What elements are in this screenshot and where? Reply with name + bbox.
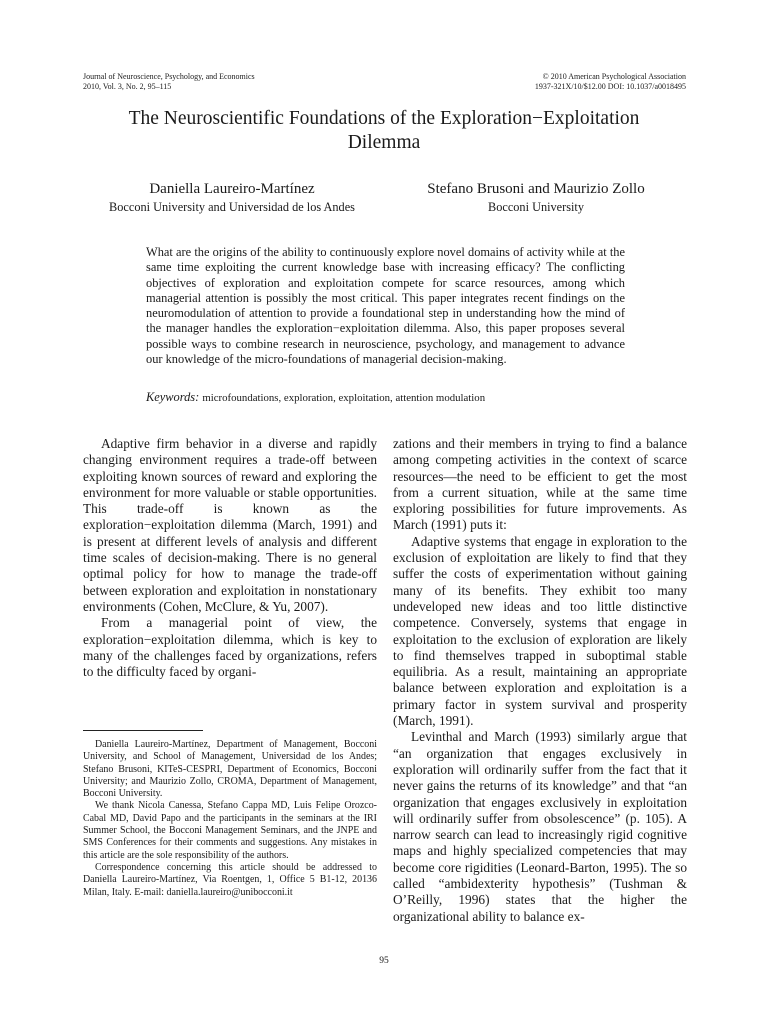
paragraph: Levinthal and March (1993) similarly argue that “an organization that engages exclusively in exploration will ordinarily suffer from the fact that it never gains the returns of its knowledge” and that “an organization that engages exclusively in exploitation will ordinarily suffer from obsolescence” (p. 105). A narrow search can lead to increasingly rigid cognitive maps and highly specialized competencies that may become core rigidities (Leonard-Barton, 1995). The so called “ambidexterity hypothesis” (Tushman & O’Reilly, 1996) states that the higher the organizational ability to balance ex- [393,729,687,924]
block-quote: Adaptive systems that engage in exploration to the exclusion of exploitation are likely to find that they suffer the costs of experimentation without gaining many of its benefits. They exhibit too many undeveloped new ideas and too little distinctive competence. Conversely, systems that engage in exploitation to the exclusion of exploration are likely to find themselves trapped in suboptimal stable equilibria. As a result, maintaining an appropriate balance between exploration and exploitation is a primary factor in system survival and prosperity (March, 1991). [393,533,687,729]
author-2-affiliation: Bocconi University [488,200,584,214]
paragraph: From a managerial point of view, the exploration−exploitation dilemma, which is key to many of the challenges faced by organizations, refers to the difficulty faced by organi- [83,615,377,680]
journal-header [83,72,255,91]
footnote-divider [83,730,203,731]
author-note [83,739,377,899]
article-title [80,107,688,155]
journal-volume: 2010, Vol. 3, No. 2, 95–115 [83,81,172,91]
paragraph: Adaptive firm behavior in a diverse and rapidly changing environment requires a trade-off between exploiting known sources of reward and exploring the environment for more valuable or stable opportunities. This trade-off is known as the exploration−exploitation dilemma (March, 1991) and is present at different levels of analysis and different time scales of decision-making. There is no general optimal policy for how to manage the trade-off between exploration and exploitation in nonstationary environments (Cohen, McClure, & Yu, 2007). [83,436,377,614]
body-column-left [83,436,377,680]
abstract: What are the origins of the ability to continuously explore novel domains of activity while at the same time exploiting the current knowledge base with increasing efficacy? The conflicting objectives of exploration and exploitation compete for scarce resources, among which managerial attention is possibly the most critical. This paper integrates recent findings on the neuromodulation of attention to provide a foundational step in understanding how the mind of the manager handles the exploration−exploitation dilemma. Also, this paper proposes several possible ways to combine research in neuroscience, psychology, and management to advance our knowledge of the micro-foundations of managerial decision-making. [146,245,625,366]
keywords [146,389,646,406]
body-column-right [393,436,687,925]
page-number: 95 [379,956,389,966]
paragraph: zations and their members in trying to find a balance among competing activities in the context of scarce resources—the need to be efficient to get the most from a current situation, while at the same time exploring possibilities for future improvements. As March (1991) puts it: [393,436,687,533]
journal-name: Journal of Neuroscience, Psychology, and Economics [83,72,255,81]
title-line-2: Dilemma [347,132,421,153]
author-1-name: Daniella Laureiro-Martínez [149,181,315,197]
footnote-correspondence: Correspondence concerning this article should be addressed to Daniella Laureiro-Martínez, Via Roentgen, 1, Office 5 B1-12, 20136 Milan, Italy. E-mail: daniella.laureiro@unibocconi.it [83,861,377,898]
keywords-label: Keywords: [146,390,200,404]
copyright-line: © 2010 American Psychological Association [542,72,686,81]
title-line-1: The Neuroscientific Foundations of the Exploration−Exploitation [128,108,640,129]
keywords-value: microfoundations, exploration, exploitation, attention modulation [202,392,486,404]
author-1-affiliation: Bocconi University and Universidad de los Andes [109,200,355,214]
footnote-acknowledgments: We thank Nicola Canessa, Stefano Cappa MD, Luis Felipe Orozco-Cabal MD, David Papo and the participants in the seminars at the IRI Summer School, the Bocconi Management Seminars, and the JNPE and SMS Conferences for their comments and suggestions. Any mistakes in this article are the sole responsibility of the authors. [83,800,377,861]
copyright-header [535,72,686,91]
author-2-name: Stefano Brusoni and Maurizio Zollo [427,181,645,197]
doi-line: 1937-321X/10/$12.00 DOI: 10.1037/a0018495 [534,81,686,91]
footnote-affiliations: Daniella Laureiro-Martínez, Department of Management, Bocconi University, and School of Management, Universidad de los Andes; Stefano Brusoni, KITeS-CESPRI, Department of Economics, Bocconi University; and Maurizio Zollo, CROMA, Department of Management, Bocconi University. [83,739,377,800]
